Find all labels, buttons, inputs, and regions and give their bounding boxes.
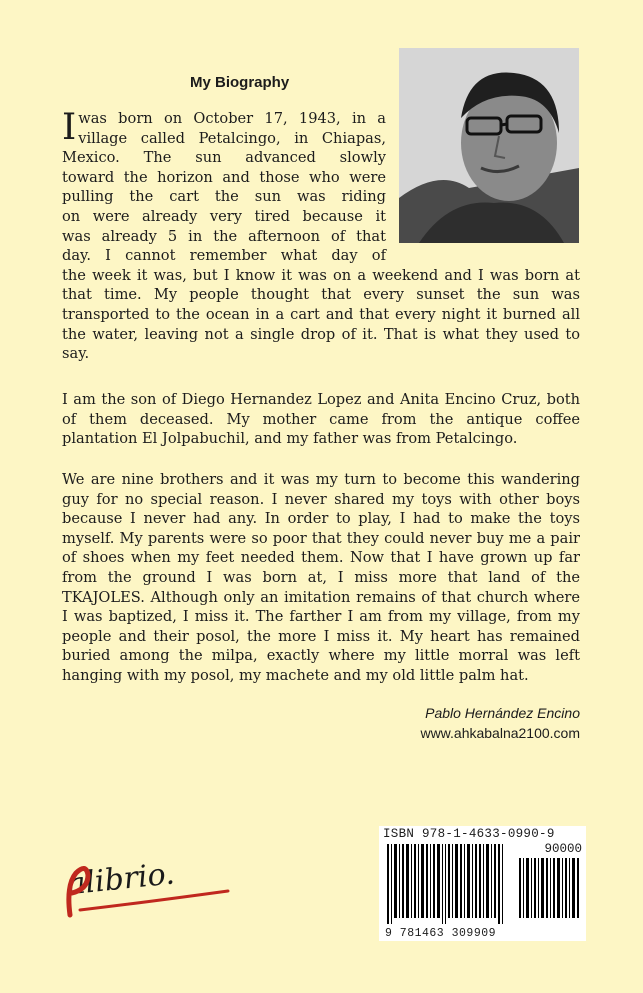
palibrio-logo-image — [60, 855, 240, 925]
isbn-barcode — [379, 826, 586, 941]
barcode-bars — [379, 826, 586, 941]
paragraph-text: the week it was, but I know it was on a weekend and I was born at that time. My people thought that every sunset the sun was transported to the ocean in a cart and that every night it burned all the water, leaving not a single drop of it. That is what they used to say. — [62, 266, 580, 363]
paragraph-line: pulling the cart the sun was riding — [62, 188, 386, 206]
paragraph-line: day. I cannot remember what day of — [62, 247, 386, 265]
signature-block — [420, 703, 580, 743]
author-website: www.ahkabalna2100.com — [420, 725, 580, 741]
biography-paragraph-2: I am the son of Diego Hernandez Lopez and Anita Encino Cruz, both of them deceased. My mother came from the antique coffee plantation El Jolpabuchil, and my father was from Petalcingo. — [62, 391, 580, 448]
drop-cap: I — [62, 107, 77, 148]
paragraph-line: was already 5 in the afternoon of that — [62, 227, 386, 245]
paragraph-line: Mexico. The sun advanced slowly — [62, 149, 386, 167]
ean-number: 9 781463 309909 — [385, 927, 497, 940]
price-code: 90000 — [544, 842, 582, 856]
svg-text:alibrio.: alibrio. — [65, 856, 177, 903]
author-name: Pablo Hernández Encino — [425, 705, 580, 721]
biography-paragraph-3: We are nine brothers and it was my turn to become this wandering guy for no special reason. I never shared my toys with other boys because I never had any. In order to play, I had to make the toys myself. My parents were so poor that they could never buy me a pair of shoes when my feet needed them. Now that I have grown up far from the ground I was born at, I miss more that land of the TKAJOLES. Although only an imitation remains of that church where I was baptized, I miss it. The farther I am from my village, from my people and their posol, the more I miss it. My heart has remained buried among the milpa, exactly where my little morral was left hanging with my posol, my machete and my old little palm hat. — [62, 471, 580, 684]
isbn-number: ISBN 978-1-4633-0990-9 — [383, 827, 555, 841]
publisher-logo — [60, 855, 240, 925]
biography-paragraph-1 — [62, 109, 580, 364]
biography-title: My Biography — [190, 74, 290, 91]
paragraph-line: toward the horizon and those who were — [62, 168, 386, 186]
paragraph-line: was born on October 17, 1943, in a — [78, 110, 386, 127]
paragraph-line: on were already very tired because it — [62, 207, 386, 225]
paragraph-line: village called Petalcingo, in Chiapas, — [78, 129, 386, 147]
